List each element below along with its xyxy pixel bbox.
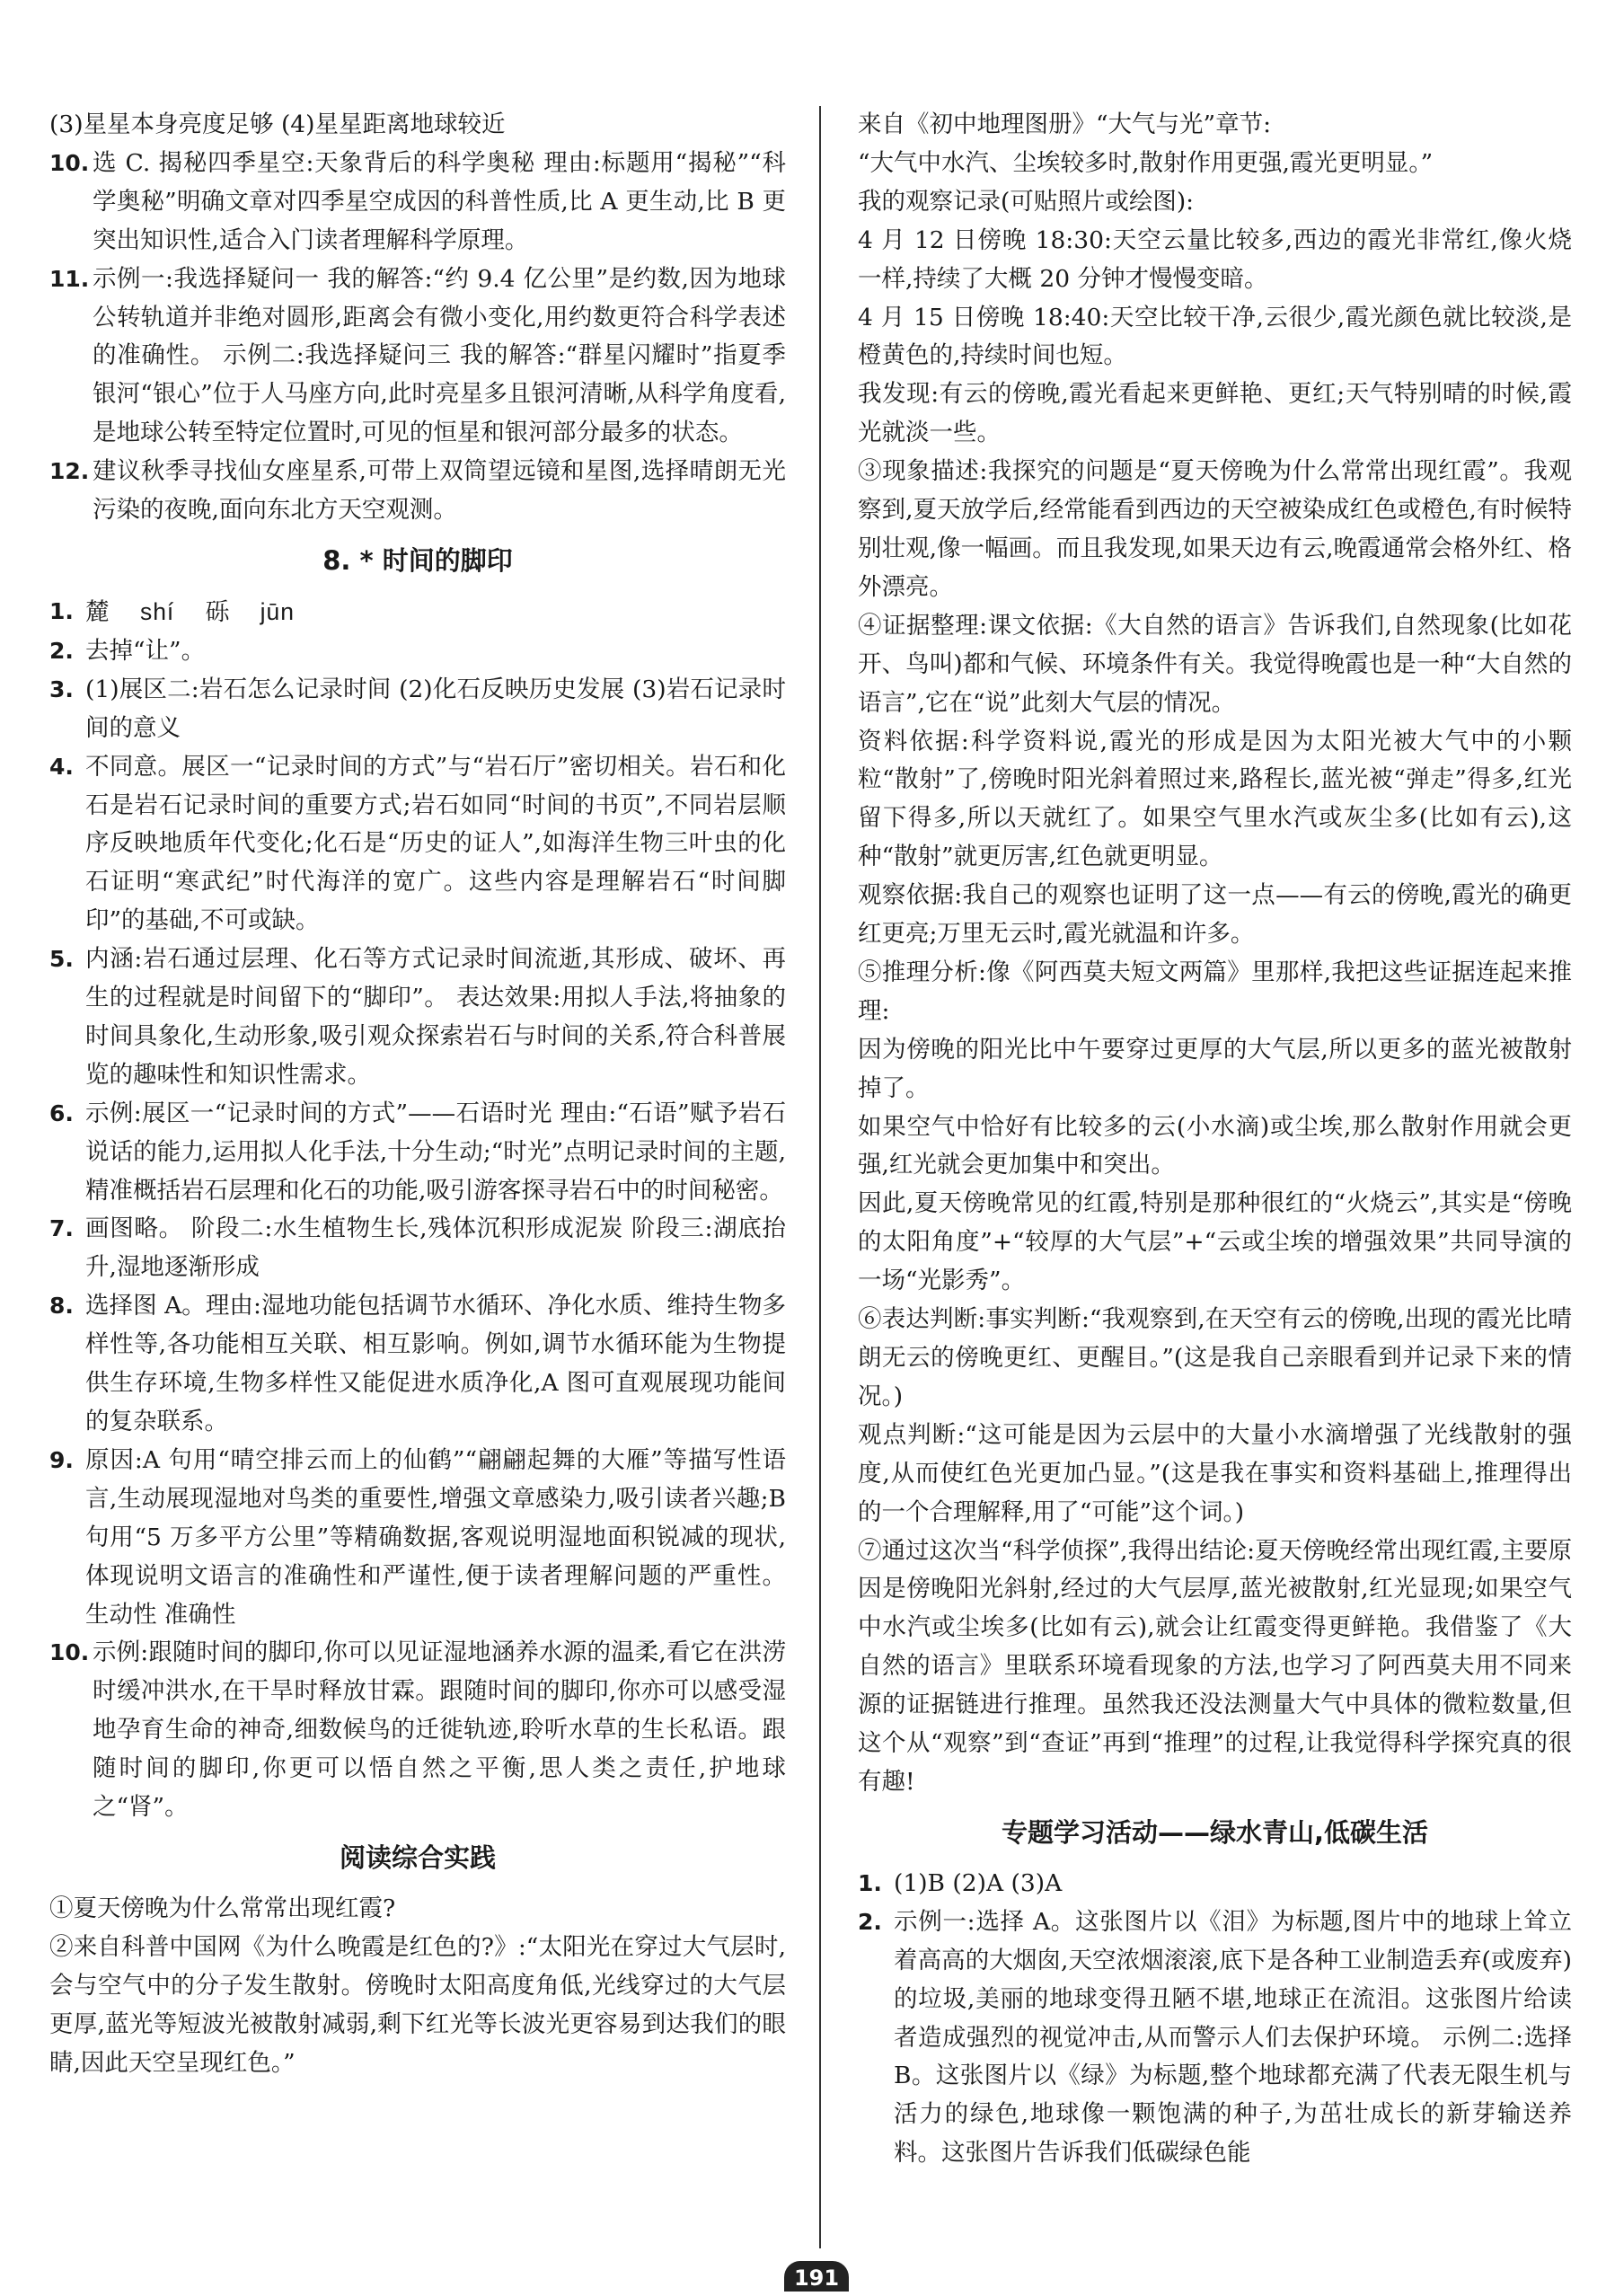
answer-item [49,261,786,454]
reading-paragraph: 4 月 12 日傍晚 18:30:天空云量比较多,西边的霞光非常红,像火烧一样,持续了大概 20 分钟才慢慢变暗。 [858,225,1572,293]
reading-paragraph: ③现象描述:我探究的问题是“夏天傍晚为什么常常出现红霞”。我观察到,夏天放学后,经常能看到西边的天空被染成红色或橙色,有时候特别壮观,像一幅画。而且我发现,如果天边有云,晚霞通常会格外红、格外漂亮。 [858,457,1572,601]
answer-item [49,940,786,1095]
answer-item [49,1210,786,1287]
item-number: 9. [49,1446,74,1473]
item-number: 12. [49,458,90,485]
item-text: 内涵:岩石通过层理、化石等方式记录时间流逝,其形成、破坏、再生的过程就是时间留下的“脚印”。 表达效果:用拟人手法,将抽象的时间具象化,生动形象,吸引观众探索岩石与时间的关系,符合科普展览的趣味性和知识性需求。 [85,945,786,1089]
section-heading-lesson-8: 8. * 时间的脚印 [322,544,513,576]
answer-item [49,1095,786,1211]
right-column [858,106,1572,2173]
item-number: 5. [49,946,74,973]
answer-item [49,671,786,748]
reading-paragraph: ⑥表达判断:事实判断:“我观察到,在天空有云的傍晚,出现的霞光比晴朗无云的傍晚更红、更醒目。”(这是我自己亲眼看到并记录下来的情况。) [858,1305,1572,1410]
item-number: 2. [858,1908,882,1935]
section-heading-topic-activity: 专题学习活动——绿水青山,低碳生活 [1001,1816,1429,1848]
item-number: 8. [49,1293,74,1320]
answer-item [49,1442,786,1635]
item-text: 去掉“让”。 [85,636,206,665]
item-text: 建议秋季寻找仙女座星系,可带上双筒望远镜和星图,选择晴朗无光污染的夜晚,面向东北方天空观测。 [93,457,786,525]
item-text: 示例一:选择 A。这张图片以《泪》为标题,图片中的地球上耸立着高高的大烟囱,天空浓烟滚滚,底下是各种工业制造丢弃(或废弃)的垃圾,美丽的地球变得丑陋不堪,地球正在流泪。这张图片给读者造成强烈的视觉冲击,从而警示人们去保护环境。 示例二:选择 B。这张图片以《绿》为标题,整个地球都充满了代表无限生机与活力的绿色,地球像一颗饱满的种子,为茁壮成长的新芽输送养料。这张图片告诉我们低碳绿色能 [894,1907,1572,2168]
item-number: 1. [858,1869,882,1896]
item-text: 示例一:我选择疑问一 我的解答:“约 9.4 亿公里”是约数,因为地球公转轨道并非绝对圆形,距离会有微小变化,用约数更符合科学表述的准确性。 示例二:我选择疑问三 我的解答:“群星闪耀时”指夏季银河“银心”位于人马座方向,此时亮星多且银河清晰,从科学角度看,是地球公转至特定位置时,可见的恒星和银河部分最多的状态。 [93,264,786,447]
item-number: 3. [49,676,74,702]
answer-item [49,1287,786,1442]
item-text: 麓 [85,597,110,626]
reading-paragraph: ⑤推理分析:像《阿西莫夫短文两篇》里那样,我把这些证据连起来推理: [858,958,1572,1025]
reading-paragraph: ①夏天傍晚为什么常常出现红霞? [49,1894,396,1922]
item-number: 1. [49,597,74,624]
q9-continuation: (3)星星本身亮度足够 (4)星星距离地球较近 [49,110,506,138]
reading-paragraph: 4 月 15 日傍晚 18:40:天空比较干净,云很少,霞光颜色就比较淡,是橙黄色的,持续时间也短。 [858,303,1572,370]
reading-paragraph: 来自《初中地理图册》“大气与光”章节: [858,110,1272,138]
item-text: 选 C. 揭秘四季星空:天象背后的科学奥秘 理由:标题用“揭秘”“科学奥秘”明确文章对四季星空成因的科普性质,比 A 更生动,比 B 更突出知识性,适合入门读者理解科学原理。 [93,148,786,254]
item-number: 10. [49,149,90,176]
reading-paragraph: ⑦通过这次当“科学侦探”,我得出结论:夏天傍晚经常出现红霞,主要原因是傍晚阳光斜射,经过的大气层厚,蓝光被散射,红光显现;如果空气中水汽或尘埃多(比如有云),就会让红霞变得更鲜艳。我借鉴了《大自然的语言》里联系环境看现象的方法,也学习了阿西莫夫用不同来源的证据链进行推理。虽然我还没法测量大气中具体的微粒数量,但这个从“观察”到“查证”再到“推理”的过程,让我觉得科学探究真的很有趣! [858,1536,1572,1796]
answer-item [858,1865,1572,1903]
item-number: 7. [49,1215,74,1242]
item-text: 不同意。展区一“记录时间的方式”与“岩石厅”密切相关。岩石和化石是岩石记录时间的重要方式;岩石如同“时间的书页”,不同岩层顺序反映地质年代变化;化石是“历史的证人”,如海洋生物三叶虫的化石证明“寒武纪”时代海洋的宽广。这些内容是理解岩石“时间脚印”的基础,不可或缺。 [85,752,786,935]
item-text: 选择图 A。理由:湿地功能包括调节水循环、净化水质、维持生物多样性等,各功能相互关联、相互影响。例如,调节水循环能为生物提供生存环境,生物多样性又能促进水质净化,A 图可直观展现功能间的复杂联系。 [85,1292,786,1435]
reading-paragraph: 我发现:有云的傍晚,霞光看起来更鲜艳、更红;天气特别晴的时候,霞光就淡一些。 [858,380,1572,447]
reading-paragraph: 观点判断:“这可能是因为云层中的大量小水滴增强了光线散射的强度,从而使红色光更加凸显。”(这是我在事实和资料基础上,推理得出的一个合理解释,用了“可能”这个词。) [858,1420,1572,1526]
item-text: 原因:A 句用“晴空排云而上的仙鹤”“翩翩起舞的大雁”等描写性语言,生动展现湿地对鸟类的重要性,增强文章感染力,吸引读者兴趣;B 句用“5 万多平方公里”等精确数据,客观说明湿地面积锐减的现状,体现说明文语言的准确性和严谨性,便于读者理解问题的严重性。 生动性 准确性 [85,1445,786,1629]
reading-paragraph: 资料依据:科学资料说,霞光的形成是因为太阳光被大气中的小颗粒“散射”了,傍晚时阳光斜着照过来,路程长,蓝光被“弹走”得多,红光留下得多,所以天就红了。如果空气里水汽或灰尘多(比如有云),这种“散射”就更厉害,红色就更明显。 [858,727,1572,871]
reading-paragraph: 因此,夏天傍晚常见的红霞,特别是那种很红的“火烧云”,其实是“傍晚的太阳角度”+“较厚的大气层”+“云或尘埃的增强效果”共同导演的一场“光影秀”。 [858,1189,1572,1295]
answer-item [49,593,786,632]
answer-item [49,748,786,941]
reading-paragraph: 观察依据:我自己的观察也证明了这一点——有云的傍晚,霞光的确更红更亮;万里无云时,霞光就温和许多。 [858,881,1572,949]
section-heading-reading-practice: 阅读综合实践 [339,1841,496,1873]
item-number: 4. [49,753,74,780]
answer-item [858,1903,1572,2173]
pinyin: jūn [260,597,296,625]
reading-paragraph: 我的观察记录(可贴照片或绘图): [858,187,1195,216]
answer-item [49,632,786,671]
reading-paragraph: ②来自科普中国网《为什么晚霞是红色的?》:“太阳光在穿过大气层时,会与空气中的分子发生散射。傍晚时太阳高度角低,光线穿过的大气层更厚,蓝光等短波光被散射减弱,剩下红光等长波光更容易到达我们的眼睛,因此天空呈现红色。” [49,1932,786,2077]
answer-item [49,145,786,261]
pinyin: shí [139,597,175,625]
item-number: 6. [49,1099,74,1126]
column-divider [819,106,821,2248]
page-number: 191 [784,2261,849,2292]
item-text: 示例:跟随时间的脚印,你可以见证湿地涵养水源的温柔,看它在洪涝时缓冲洪水,在干旱时释放甘霖。跟随时间的脚印,你亦可以感受湿地孕育生命的神奇,细数候鸟的迁徙轨迹,聆听水草的生长私语。跟随时间的脚印,你更可以悟自然之平衡,思人类之责任,护地球之“肾”。 [93,1638,786,1822]
item-text: (1)B (2)A (3)A [894,1868,1063,1897]
item-number: 11. [49,265,90,292]
item-number: 2. [49,637,74,664]
reading-paragraph: 因为傍晚的阳光比中午要穿过更厚的大气层,所以更多的蓝光被散射掉了。 [858,1035,1572,1102]
left-column [49,106,786,2083]
item-number: 10. [49,1639,90,1666]
item-text: (1)展区二:岩石怎么记录时间 (2)化石反映历史发展 (3)岩石记录时间的意义 [85,675,786,742]
item-text: 示例:展区一“记录时间的方式”——石语时光 理由:“石语”赋予岩石说话的能力,运用拟人化手法,十分生动;“时光”点明记录时间的主题,精准概括岩石层理和化石的功能,吸引游客探寻岩石中的时间秘密。 [85,1099,786,1205]
answer-item [49,453,786,530]
reading-paragraph: ④证据整理:课文依据:《大自然的语言》告诉我们,自然现象(比如花开、鸟叫)都和气候、环境条件有关。我觉得晚霞也是一种“大自然的语言”,它在“说”此刻大气层的情况。 [858,611,1572,717]
answer-item [49,1634,786,1827]
reading-paragraph: “大气中水汽、尘埃较多时,散射作用更强,霞光更明显。” [858,148,1434,177]
item-text: 画图略。 阶段二:水生植物生长,残体沉积形成泥炭 阶段三:湖底抬升,湿地逐渐形成 [85,1214,786,1282]
reading-paragraph: 如果空气中恰好有比较多的云(小水滴)或尘埃,那么散射作用就会更强,红光就会更加集中和突出。 [858,1112,1572,1179]
item-text: 砾 [205,597,230,626]
